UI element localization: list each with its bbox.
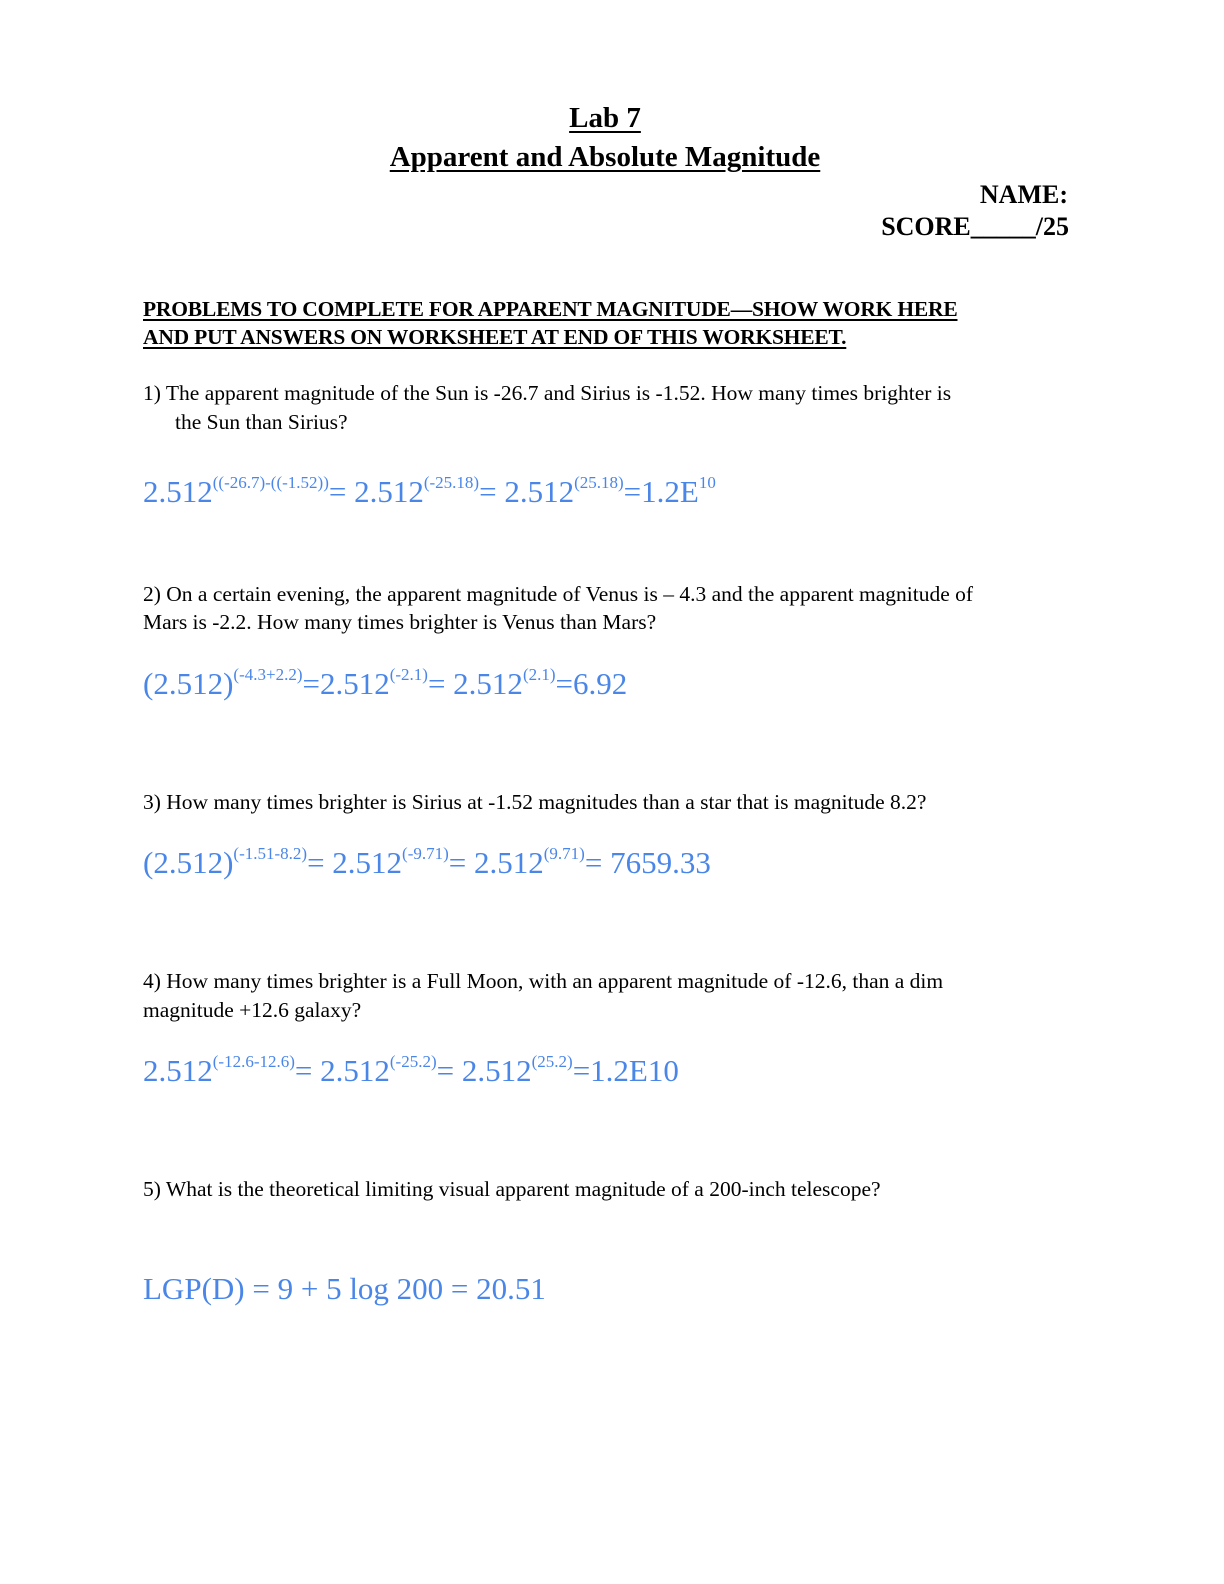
answer-exponent: (25.2): [531, 1052, 573, 1071]
question-2-line-1: 2) On a certain evening, the apparent magnitude of Venus is – 4.3 and the apparent magnitude of: [143, 582, 974, 606]
question-4-line-2: magnitude +12.6 galaxy?: [143, 998, 362, 1022]
answer-exponent: (-2.1): [389, 665, 428, 684]
answer-exponent: (2.1): [522, 665, 556, 684]
answer-exponent: (-25.18): [423, 473, 480, 492]
answer-5: LGP(D) = 9 + 5 log 200 = 20.51: [143, 1271, 546, 1306]
answer-term: = 2.512: [294, 1053, 390, 1088]
question-1-line-2: the Sun than Sirius?: [175, 410, 348, 434]
answer-result: =1.2E: [623, 474, 699, 509]
answer-result: = 7659.33: [584, 845, 711, 880]
instructions-line-2: AND PUT ANSWERS ON WORKSHEET AT END OF THIS WORKSHEET.: [143, 325, 847, 349]
answer-exponent: (-12.6-12.6): [212, 1052, 295, 1071]
answer-term: =2.512: [302, 666, 390, 701]
answer-term: = 2.512: [307, 845, 403, 880]
question-1-line-1: 1) The apparent magnitude of the Sun is -26.7 and Sirius is -1.52. How many times brighter is: [143, 381, 952, 405]
answer-exponent: 10: [698, 473, 716, 492]
name-label: NAME:: [979, 180, 1068, 209]
answer-exponent: (-9.71): [402, 844, 449, 863]
answer-2: [143, 666, 627, 702]
answer-3: [143, 845, 711, 881]
answer-term: (2.512): [143, 666, 234, 701]
question-2-line-2: Mars is -2.2. How many times brighter is Venus than Mars?: [143, 610, 657, 634]
question-4-line-1: 4) How many times brighter is a Full Moon, with an apparent magnitude of -12.6, than a dim: [143, 969, 944, 993]
answer-1: [143, 474, 716, 510]
answer-exponent: (-1.51-8.2): [233, 844, 308, 863]
answer-term: = 2.512: [436, 1053, 532, 1088]
lab-title: Lab 7: [569, 102, 641, 134]
instructions-line-1: PROBLEMS TO COMPLETE FOR APPARENT MAGNITUDE—SHOW WORK HERE: [143, 297, 958, 321]
answer-exponent: (-25.2): [389, 1052, 437, 1071]
answer-term: = 2.512: [479, 474, 575, 509]
answer-term: = 2.512: [448, 845, 544, 880]
answer-term: 2.512: [143, 474, 213, 509]
answer-term: (2.512): [143, 845, 234, 880]
answer-result: =1.2E10: [572, 1053, 679, 1088]
answer-term: 2.512: [143, 1053, 213, 1088]
answer-term: = 2.512: [328, 474, 424, 509]
answer-exponent: (9.71): [543, 844, 585, 863]
answer-4: [143, 1053, 679, 1089]
question-5-line-1: 5) What is the theoretical limiting visual apparent magnitude of a 200-inch telescope?: [143, 1177, 881, 1201]
answer-result: =6.92: [555, 666, 628, 701]
page-title: Apparent and Absolute Magnitude: [389, 141, 821, 173]
answer-exponent: (-4.3+2.2): [233, 665, 303, 684]
answer-term: = 2.512: [427, 666, 523, 701]
question-3-line-1: 3) How many times brighter is Sirius at -1.52 magnitudes than a star that is magnitude 8.2?: [143, 790, 927, 814]
answer-exponent: (25.18): [574, 473, 624, 492]
score-label: SCORE_____/25: [881, 212, 1069, 241]
answer-exponent: ((-26.7)-((-1.52)): [212, 473, 329, 492]
